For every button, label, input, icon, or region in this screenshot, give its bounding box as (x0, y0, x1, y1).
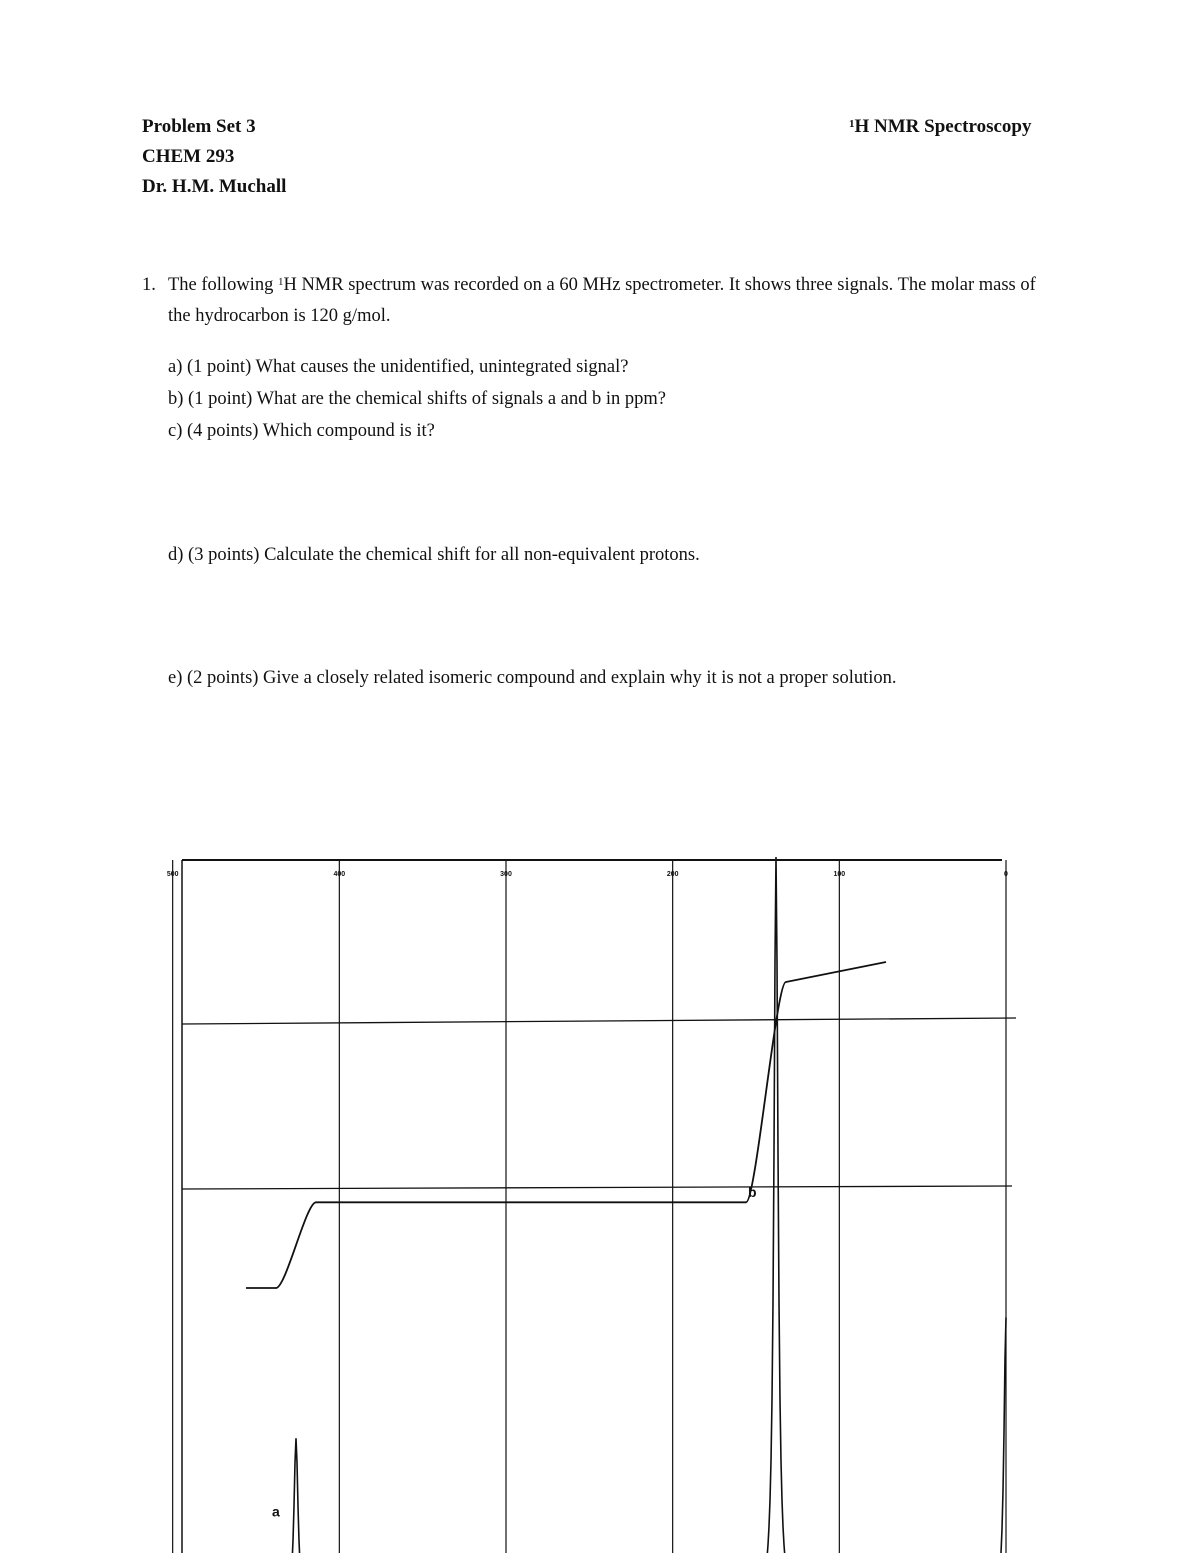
part-label: c) (168, 421, 183, 441)
top-tick-label: 300 (500, 871, 512, 878)
topic-text: H NMR Spectroscopy (854, 116, 1032, 137)
part-text: (1 point) What are the chemical shifts of signals a and b in ppm? (188, 389, 667, 409)
question-isotope: 1 (277, 276, 284, 288)
question-part-e (168, 667, 897, 689)
part-text: (2 points) Give a closely related isomeric compound and explain why it is not a proper solution. (187, 668, 897, 688)
top-tick-label: 400 (333, 871, 346, 878)
header-topic (849, 116, 1031, 138)
topic-isotope: 1 (849, 118, 855, 130)
top-tick-label: 0 (1004, 871, 1008, 878)
course-code: CHEM 293 (142, 146, 235, 167)
top-tick-label: 200 (666, 871, 679, 878)
question-part-b (168, 388, 666, 410)
grid-hline (182, 1018, 1016, 1024)
part-text: (1 point) What causes the unidentified, unintegrated signal? (187, 357, 629, 377)
problem-set-title: Problem Set 3 (142, 116, 256, 137)
part-text: (3 points) Calculate the chemical shift for all non-equivalent protons. (188, 545, 700, 565)
header-left (142, 116, 286, 206)
question-text-before: The following (168, 275, 274, 295)
instructor-name: Dr. H.M. Muchall (142, 176, 287, 197)
question-part-d (168, 544, 700, 566)
part-label: e) (168, 668, 183, 688)
question-part-a (168, 356, 628, 378)
part-label: d) (168, 545, 184, 565)
top-tick-label: 100 (833, 871, 846, 878)
peak-label: b (748, 1183, 757, 1200)
part-label: a) (168, 357, 183, 377)
peak-label: a (272, 1503, 280, 1520)
nmr-spectrum-chart (166, 852, 1026, 1520)
question-text-after: H NMR spectrum was recorded on a 60 MHz spectrometer. It shows three signals. The molar mass of the hydrocarbon is 120 g/mol. (168, 275, 1036, 326)
integral-curve (246, 962, 886, 1288)
question-part-c (168, 420, 435, 442)
grid-hline (182, 1186, 1012, 1189)
part-text: (4 points) Which compound is it? (187, 421, 435, 441)
question-body (168, 270, 1062, 332)
part-label: b) (168, 389, 184, 409)
top-tick-label: 500 (166, 871, 179, 878)
question-1 (142, 270, 1062, 332)
question-number: 1. (142, 275, 156, 295)
